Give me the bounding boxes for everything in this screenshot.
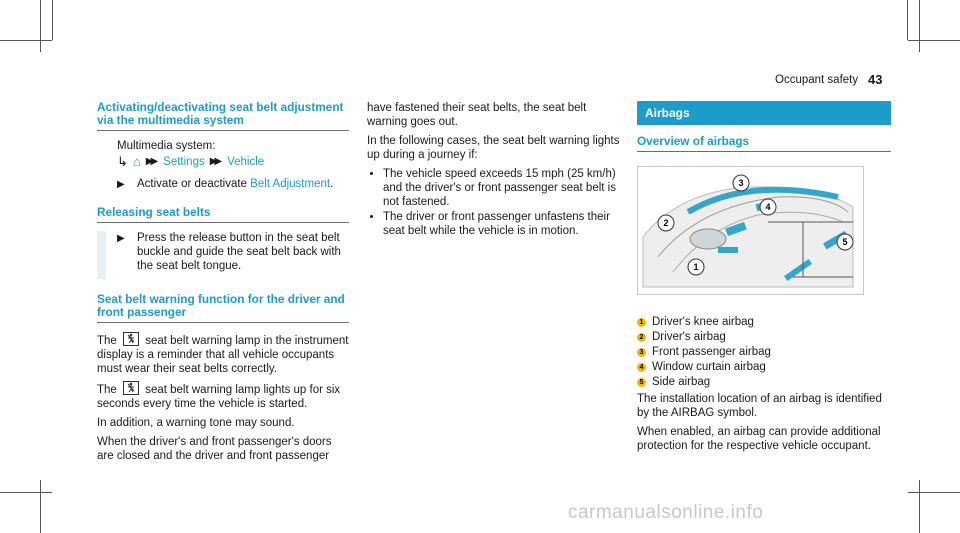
watermark: carmanualsonline.info [568, 502, 764, 523]
legend-label: Front passenger airbag [652, 346, 771, 358]
legend-label: Driver's airbag [652, 331, 726, 343]
step-item [106, 231, 349, 279]
double-chevron-icon: ▶▶ [209, 156, 220, 167]
paragraph: have fastened their seat belts, the seat belt warning goes out. [367, 102, 587, 128]
paragraph: The seat belt warning lamp lights up for six seconds every time the vehicle is started. [97, 381, 349, 411]
paragraph: The seat belt warning lamp in the instrument display is a reminder that all vehicle occupants must wear their seat belts correctly. [97, 332, 349, 376]
arrow-icon: ↳ [117, 154, 128, 169]
paragraph: When the driver's and front passenger's doors are closed and the driver and front passenger [97, 436, 332, 462]
step-arrow-icon: ▶ [117, 179, 125, 190]
paragraph: In addition, a warning tone may sound. [97, 417, 295, 429]
paragraph: The installation location of an airbag is identified by the AIRBAG symbol. [637, 393, 882, 419]
step-text: Press the release button in the seat belt buckle and guide the seat belt back with the seat belt tongue. [137, 232, 341, 272]
running-header: Occupant safety [775, 74, 859, 86]
airbag-illustration [637, 166, 864, 295]
legend-label: Window curtain airbag [652, 361, 766, 373]
list-item: • The driver or front passenger unfastens their seat belt while the vehicle is in motion. [383, 210, 621, 238]
column-middle [367, 101, 621, 239]
legend-label: Side airbag [652, 376, 711, 388]
home-icon: ⌂ [132, 154, 141, 169]
step-item [117, 177, 349, 192]
svg-text:5: 5 [842, 237, 848, 247]
path-settings: Settings [163, 156, 205, 168]
belt-adjustment-link: Belt Adjustment [250, 178, 331, 190]
svg-text:1: 1 [693, 262, 699, 272]
crop-mark [52, 0, 53, 40]
bullet-list [367, 167, 621, 238]
callout-number: 5 [637, 378, 646, 387]
crop-mark [908, 492, 960, 493]
crop-mark [907, 0, 908, 40]
legend-item [637, 360, 891, 374]
seat-belt-warning-icon [123, 332, 139, 346]
paragraph: In the following cases, the seat belt warning lights up during a journey if: [367, 135, 620, 161]
step-text: Activate or deactivate [137, 178, 251, 190]
crop-mark [919, 0, 920, 52]
intro-text: Multimedia system: [117, 140, 216, 152]
column-left [97, 101, 349, 468]
crop-mark [40, 0, 41, 52]
legend-item [637, 375, 891, 389]
legend-item [637, 315, 891, 329]
list-item: • The vehicle speed exceeds 15 mph (25 km/h) and the driver's or front passenger seat belt is not fastened. [383, 167, 621, 209]
step-arrow-icon: ▶ [117, 233, 125, 244]
path-vehicle: Vehicle [227, 156, 265, 168]
callout-number: 3 [637, 348, 646, 357]
double-chevron-icon: ▶▶ [145, 156, 156, 167]
callout-number: 1 [637, 318, 646, 327]
crop-mark [0, 492, 52, 493]
svg-text:4: 4 [765, 202, 771, 212]
page-number: 43 [868, 72, 883, 87]
legend-item [637, 345, 891, 359]
heading-warning-function: Seat belt warning function for the driver and front passenger [97, 293, 349, 323]
legend-label: Driver's knee airbag [652, 316, 754, 328]
legend [637, 315, 891, 389]
step-text-end: . [330, 178, 334, 190]
callout-number: 4 [637, 363, 646, 372]
callout-number: 2 [637, 333, 646, 342]
seat-belt-warning-icon [123, 381, 139, 395]
heading-belt-adjustment: Activating/deactivating seat belt adjustment via the multimedia system [97, 101, 349, 131]
menu-path [117, 155, 349, 169]
crop-mark [908, 40, 960, 41]
crop-mark [919, 480, 920, 533]
svg-text:2: 2 [663, 218, 669, 228]
legend-item [637, 330, 891, 344]
crop-mark [40, 480, 41, 533]
crop-mark [0, 40, 52, 41]
paragraph: When enabled, an airbag can provide additional protection for the respective vehicle occupant. [637, 426, 881, 452]
heading-releasing: Releasing seat belts [97, 206, 349, 223]
step-bar [97, 231, 106, 279]
svg-text:3: 3 [738, 178, 744, 188]
heading-airbag-overview: Overview of airbags [637, 135, 891, 152]
column-right [637, 101, 891, 458]
section-band: Airbags [637, 101, 891, 125]
